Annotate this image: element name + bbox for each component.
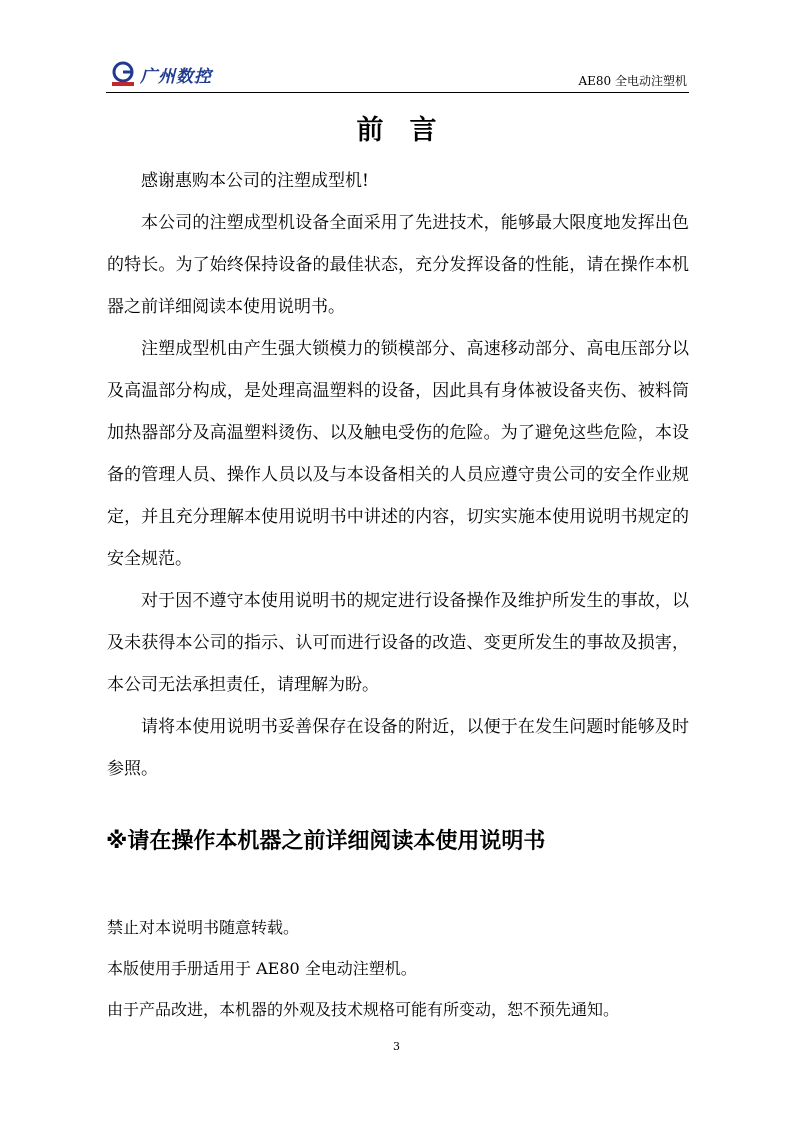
paragraph-liability: 对于因不遵守本使用说明书的规定进行设备操作及维护所发生的事故，以及未获得本公司的指示、认可而进行设备的改造、变更所发生的事故及损害，本公司无法承担责任，请理解为盼。	[107, 591, 689, 695]
company-logo	[110, 60, 212, 88]
paragraph-safety: 注塑成型机由产生强大锁模力的锁模部分、高速移动部分、高电压部分以及高温部分构成，是处理高温塑料的设备，因此具有身体被设备夹伤、被料筒加热器部分及高温塑料烫伤、以及触电受伤的危险。为了避免这些危险，本设备的管理人员、操作人员以及与本设备相关的人员应遵守贵公司的安全作业规定，并且充分理解本使用说明书中讲述的内容，切实实施本使用说明书规定的安全规范。	[107, 339, 689, 569]
paragraph-thanks: 感谢惠购本公司的注塑成型机!	[141, 171, 369, 191]
gsk-logo-icon	[110, 61, 136, 87]
note-changes: 由于产品改进，本机器的外观及技术规格可能有所变动，恕不预先通知。	[107, 1000, 620, 1019]
paragraph-storage: 请将本使用说明书妥善保存在设备的附近，以便于在发生问题时能够及时参照。	[107, 717, 689, 779]
logo-text: 广州数控	[140, 66, 212, 87]
page-title: 前言	[356, 115, 463, 146]
notes-section	[107, 907, 697, 1030]
page-number: 3	[393, 1040, 400, 1053]
note-no-reproduction: 禁止对本说明书随意转载。	[107, 918, 300, 937]
page-header	[106, 54, 689, 93]
read-manual-notice: ※请在操作本机器之前详细阅读本使用说明书	[106, 829, 546, 854]
header-product-name: AE80 全电动注塑机	[578, 74, 687, 88]
preface-body	[107, 160, 689, 790]
paragraph-technology: 本公司的注塑成型机设备全面采用了先进技术，能够最大限度地发挥出色的特长。为了始终保持设备的最佳状态，充分发挥设备的性能，请在操作本机器之前详细阅读本使用说明书。	[107, 213, 689, 317]
note-applicable-model: 本版使用手册适用于 AE80 全电动注塑机。	[107, 959, 417, 978]
